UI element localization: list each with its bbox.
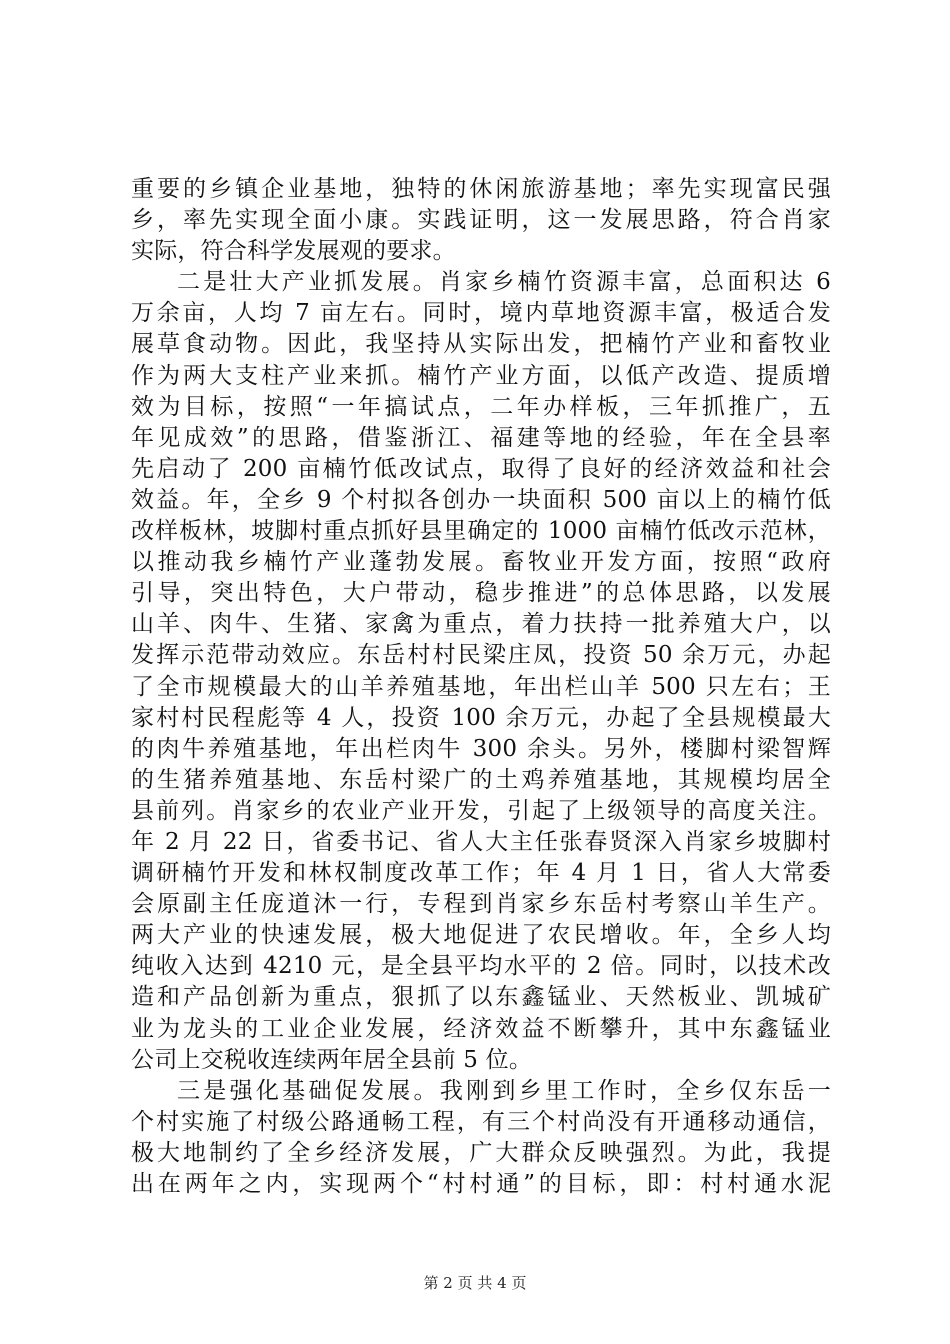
- text-line: 二是壮大产业抓发展。肖家乡楠竹资源丰富，总面积达 6: [177, 269, 831, 296]
- text-line: 纯收入达到 4210 元，是全县平均水平的 2 倍。同时，以技术改: [131, 953, 831, 980]
- text-line: 以推动我乡楠竹产业蓬勃发展。畜牧业开发方面，按照“政府: [131, 549, 831, 576]
- text-line: 效益。年，全乡 9 个村拟各创办一块面积 500 亩以上的楠竹低: [131, 486, 831, 513]
- text-line: 个村实施了村级公路通畅工程，有三个村尚没有开通移动通信，: [131, 1108, 831, 1135]
- text-line: 年见成效”的思路，借鉴浙江、福建等地的经验，年在全县率: [131, 424, 831, 451]
- text-line: 会原副主任庞道沐一行，专程到肖家乡东岳村考察山羊生产。: [131, 891, 831, 918]
- document-body: [131, 174, 831, 1200]
- text-line: 重要的乡镇企业基地，独特的休闲旅游基地；率先实现富民强: [131, 176, 831, 202]
- text-line: 极大地制约了全乡经济发展，广大群众反映强烈。为此，我提: [131, 1139, 831, 1166]
- text-line: 实际，符合科学发展观的要求。: [131, 238, 456, 265]
- text-line: 的生猪养殖基地、东岳村梁广的土鸡养殖基地，其规模均居全: [131, 766, 831, 793]
- text-line: 造和产品创新为重点，狠抓了以东鑫锰业、天然板业、凯城矿: [131, 984, 831, 1011]
- text-line: 业为龙头的工业企业发展，经济效益不断攀升，其中东鑫锰业: [131, 1015, 831, 1042]
- text-line: 作为两大支柱产业来抓。楠竹产业方面，以低产改造、提质增: [131, 362, 831, 389]
- text-line: 先启动了 200 亩楠竹低改试点，取得了良好的经济效益和社会: [131, 455, 831, 482]
- text-line: 万余亩，人均 7 亩左右。同时，境内草地资源丰富，极适合发: [131, 300, 831, 327]
- text-line: 的肉牛养殖基地，年出栏肉牛 300 余头。另外，楼脚村梁智辉: [131, 735, 831, 762]
- text-line: 改样板林，坡脚村重点抓好县里确定的 1000 亩楠竹低改示范林，: [131, 518, 831, 545]
- text-line: 公司上交税收连续两年居全县前 5 位。: [131, 1046, 533, 1073]
- text-line: 了全市规模最大的山羊养殖基地，年出栏山羊 500 只左右；王: [131, 673, 831, 700]
- text-line: 出在两年之内，实现两个“村村通”的目标，即：村村通水泥: [131, 1171, 831, 1197]
- text-line: 效为目标，按照“一年搞试点，二年办样板，三年抓推广，五: [131, 393, 831, 420]
- text-line: 引导，突出特色，大户带动，稳步推进”的总体思路，以发展: [131, 580, 831, 607]
- text-line: 三是强化基础促发展。我刚到乡里工作时，全乡仅东岳一: [177, 1077, 831, 1104]
- text-line: 年 2 月 22 日，省委书记、省人大主任张春贤深入肖家乡坡脚村: [131, 828, 831, 855]
- text-line: 县前列。肖家乡的农业产业开发，引起了上级领导的高度关注。: [131, 797, 831, 824]
- page-footer: 第 2 页 共 4 页: [423, 1274, 527, 1292]
- text-line: 乡，率先实现全面小康。实践证明，这一发展思路，符合肖家: [131, 207, 831, 234]
- text-line: 家村村民程彪等 4 人，投资 100 余万元，办起了全县规模最大: [131, 704, 831, 731]
- text-line: 山羊、肉牛、生猪、家禽为重点，着力扶持一批养殖大户，以: [131, 611, 831, 638]
- text-line: 发挥示范带动效应。东岳村村民梁庄凤，投资 50 余万元，办起: [131, 642, 831, 669]
- text-line: 两大产业的快速发展，极大地促进了农民增收。年，全乡人均: [131, 922, 831, 949]
- text-line: 展草食动物。因此，我坚持从实际出发，把楠竹产业和畜牧业: [131, 331, 831, 358]
- text-line: 调研楠竹开发和林权制度改革工作；年 4 月 1 日，省人大常委: [131, 860, 831, 887]
